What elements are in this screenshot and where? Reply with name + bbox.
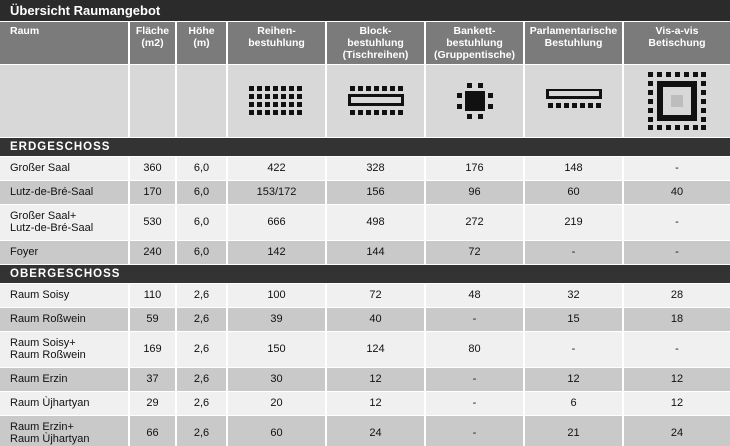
cell-reihen: 30: [227, 367, 326, 391]
cell-block: 498: [326, 204, 425, 240]
room-table: [0, 22, 730, 446]
page-title: Übersicht Raumangebot: [0, 0, 730, 22]
section-label: ERDGESCHOSS: [0, 137, 730, 156]
cell-bankett: 272: [425, 204, 524, 240]
section-header: [0, 137, 730, 156]
cell-hoehe: 2,6: [176, 391, 227, 415]
parliament-seating-icon: [544, 86, 604, 116]
table-row: [0, 240, 730, 264]
cell-flaeche: 169: [129, 331, 176, 367]
room-name: Raum Soisy+ Raum Roßwein: [0, 331, 129, 367]
col-header-raum: Raum: [0, 22, 129, 64]
vis-a-vis-seating-icon: [646, 70, 708, 132]
cell-block: 12: [326, 367, 425, 391]
cell-flaeche: 170: [129, 180, 176, 204]
cell-hoehe: 6,0: [176, 240, 227, 264]
cell-parlament: 6: [524, 391, 623, 415]
cell-parlament: 60: [524, 180, 623, 204]
cell-flaeche: 66: [129, 415, 176, 446]
col-header-parlament: Parlamentarische Bestuhlung: [524, 22, 623, 64]
table-row: [0, 156, 730, 180]
cell-reihen: 422: [227, 156, 326, 180]
cell-hoehe: 6,0: [176, 204, 227, 240]
cell-reihen: 142: [227, 240, 326, 264]
cell-hoehe: 2,6: [176, 331, 227, 367]
header-row: [0, 22, 730, 64]
cell-reihen: 20: [227, 391, 326, 415]
cell-block: 72: [326, 283, 425, 307]
cell-visavis: -: [623, 204, 730, 240]
cell-visavis: -: [623, 331, 730, 367]
cell-bankett: -: [425, 391, 524, 415]
cell-visavis: 12: [623, 391, 730, 415]
table-row: [0, 307, 730, 331]
cell-flaeche: 29: [129, 391, 176, 415]
cell-reihen: 666: [227, 204, 326, 240]
room-name: Raum Erzin: [0, 367, 129, 391]
banquet-seating-icon: [453, 79, 497, 123]
cell-flaeche: 110: [129, 283, 176, 307]
cell-parlament: 15: [524, 307, 623, 331]
room-name: Raum Ùjhartyan: [0, 391, 129, 415]
cell-hoehe: 2,6: [176, 367, 227, 391]
cell-parlament: -: [524, 331, 623, 367]
section-header: [0, 264, 730, 283]
cell-flaeche: 530: [129, 204, 176, 240]
room-name: Lutz-de-Bré-Saal: [0, 180, 129, 204]
cell-block: 40: [326, 307, 425, 331]
table-row: [0, 367, 730, 391]
room-name: Raum Soisy: [0, 283, 129, 307]
room-name: Foyer: [0, 240, 129, 264]
cell-visavis: -: [623, 156, 730, 180]
cell-bankett: 48: [425, 283, 524, 307]
block-seating-icon: [346, 84, 406, 118]
cell-block: 328: [326, 156, 425, 180]
col-header-reihen: Reihen- bestuhlung: [227, 22, 326, 64]
cell-hoehe: 6,0: [176, 156, 227, 180]
cell-flaeche: 37: [129, 367, 176, 391]
cell-parlament: 21: [524, 415, 623, 446]
cell-bankett: -: [425, 367, 524, 391]
cell-hoehe: 6,0: [176, 180, 227, 204]
table-row: [0, 391, 730, 415]
table-row: [0, 283, 730, 307]
table-row: [0, 180, 730, 204]
cell-hoehe: 2,6: [176, 283, 227, 307]
rows-seating-icon: [247, 84, 307, 118]
cell-bankett: 96: [425, 180, 524, 204]
cell-visavis: 24: [623, 415, 730, 446]
col-header-visavis: Vis-a-vis Betischung: [623, 22, 730, 64]
room-name: Raum Erzin+ Raum Ùjhartyan: [0, 415, 129, 446]
cell-parlament: 12: [524, 367, 623, 391]
cell-visavis: -: [623, 240, 730, 264]
cell-parlament: 32: [524, 283, 623, 307]
cell-visavis: 12: [623, 367, 730, 391]
cell-reihen: 60: [227, 415, 326, 446]
cell-flaeche: 240: [129, 240, 176, 264]
cell-hoehe: 2,6: [176, 415, 227, 446]
icon-row: [0, 64, 730, 137]
room-name: Großer Saal: [0, 156, 129, 180]
table-row: [0, 331, 730, 367]
cell-parlament: 148: [524, 156, 623, 180]
cell-hoehe: 2,6: [176, 307, 227, 331]
section-label: OBERGESCHOSS: [0, 264, 730, 283]
table-row: [0, 204, 730, 240]
cell-visavis: 28: [623, 283, 730, 307]
cell-reihen: 39: [227, 307, 326, 331]
cell-bankett: 72: [425, 240, 524, 264]
cell-flaeche: 59: [129, 307, 176, 331]
cell-parlament: 219: [524, 204, 623, 240]
cell-parlament: -: [524, 240, 623, 264]
col-header-bankett: Bankett- bestuhlung (Gruppentische): [425, 22, 524, 64]
cell-block: 144: [326, 240, 425, 264]
cell-visavis: 18: [623, 307, 730, 331]
col-header-block: Block- bestuhlung (Tischreihen): [326, 22, 425, 64]
cell-bankett: 176: [425, 156, 524, 180]
cell-block: 24: [326, 415, 425, 446]
col-header-hoehe: Höhe (m): [176, 22, 227, 64]
cell-visavis: 40: [623, 180, 730, 204]
room-name: Raum Roßwein: [0, 307, 129, 331]
col-header-flaeche: Fläche (m2): [129, 22, 176, 64]
cell-block: 12: [326, 391, 425, 415]
table-row: [0, 415, 730, 446]
cell-reihen: 153/172: [227, 180, 326, 204]
cell-bankett: -: [425, 415, 524, 446]
cell-flaeche: 360: [129, 156, 176, 180]
cell-block: 124: [326, 331, 425, 367]
cell-bankett: 80: [425, 331, 524, 367]
room-name: Großer Saal+ Lutz-de-Bré-Saal: [0, 204, 129, 240]
cell-block: 156: [326, 180, 425, 204]
cell-reihen: 150: [227, 331, 326, 367]
cell-bankett: -: [425, 307, 524, 331]
cell-reihen: 100: [227, 283, 326, 307]
